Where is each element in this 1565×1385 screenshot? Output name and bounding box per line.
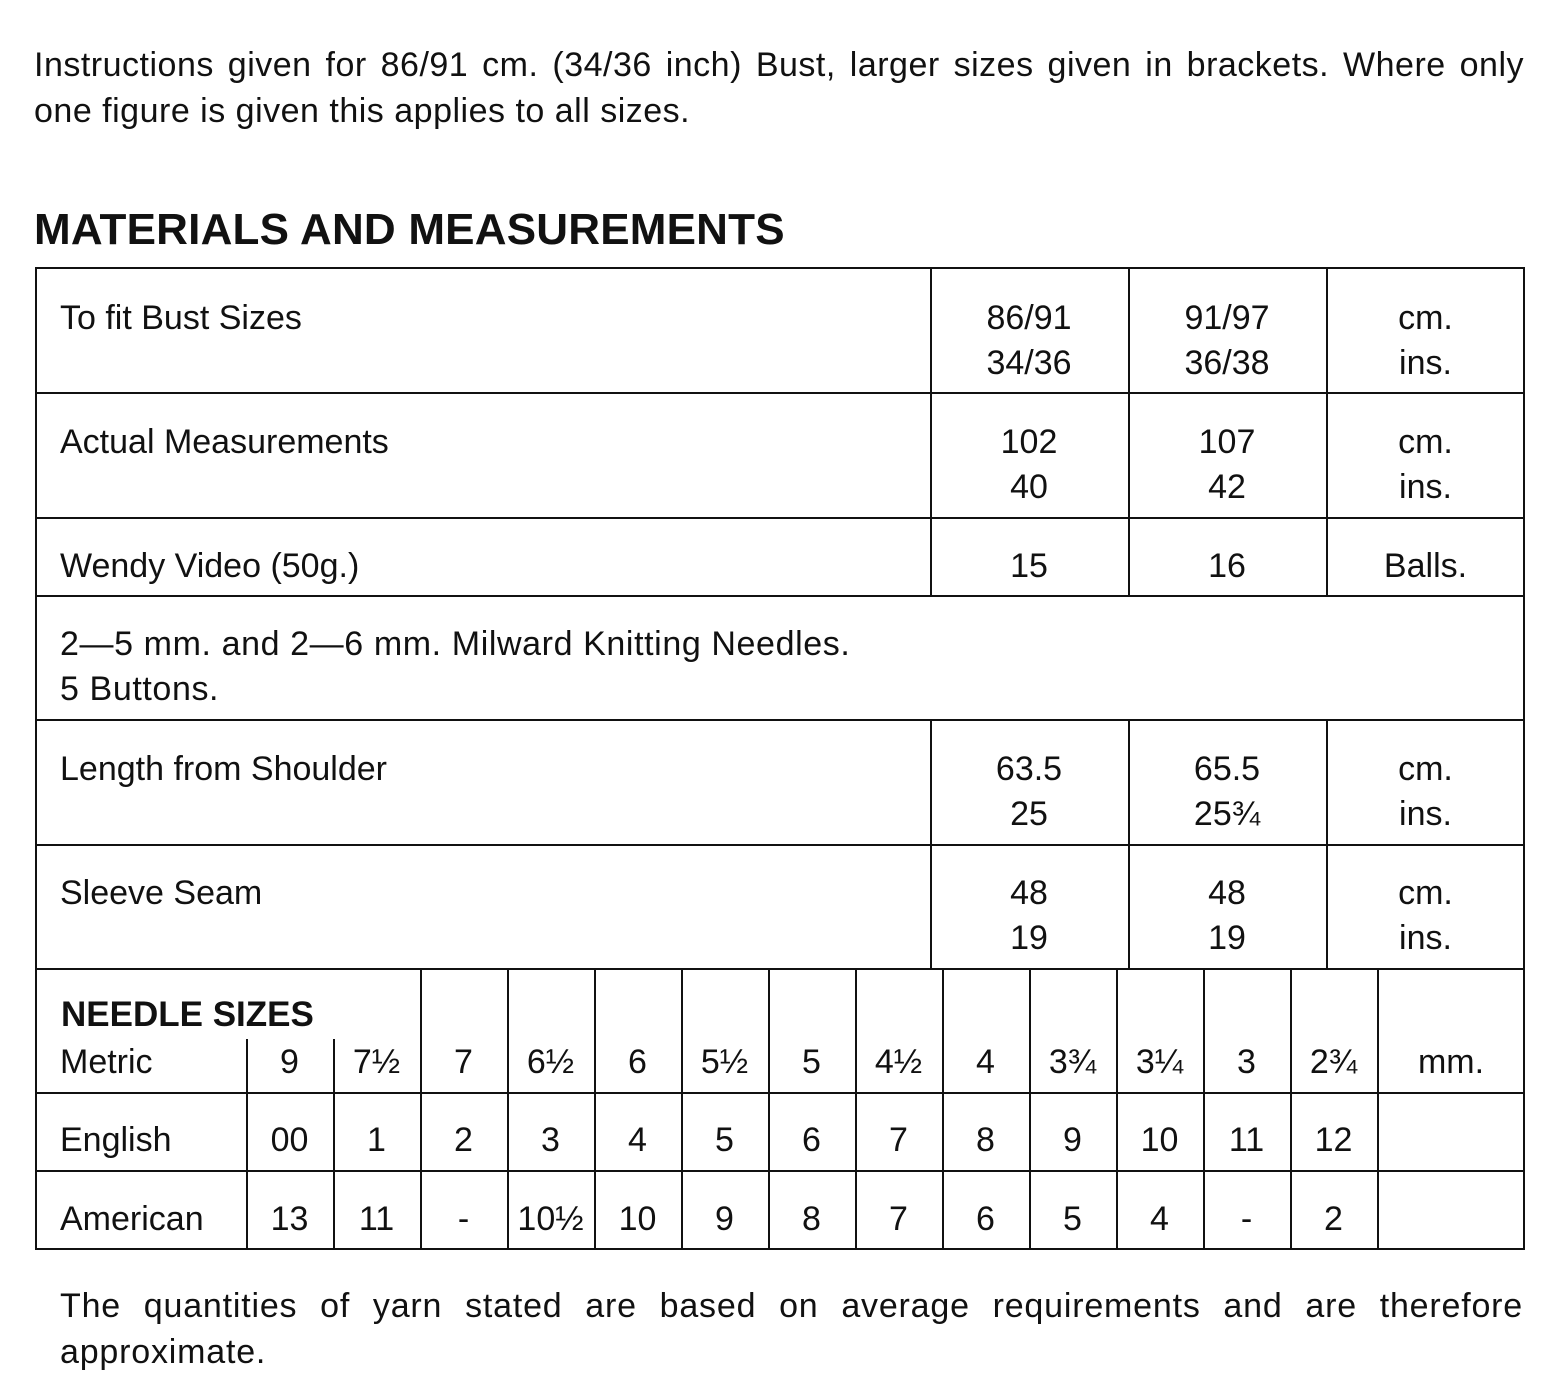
size2-value: 65.5 25¾ <box>1193 750 1261 833</box>
size2-value: 48 19 <box>1208 874 1246 957</box>
row-divider <box>37 968 1525 970</box>
metric-size-cell: 4½ <box>874 1043 923 1081</box>
row-divider <box>37 1170 1525 1172</box>
american-size-cell: 2 <box>1324 1200 1343 1238</box>
needle-sizes-title: NEEDLE SIZES <box>61 995 314 1034</box>
english-size-cell: 11 <box>1228 1121 1265 1159</box>
unit-value: Balls. <box>1383 547 1468 585</box>
english-label: English <box>60 1121 172 1159</box>
metric-size-cell: 6½ <box>526 1043 575 1081</box>
unit-value: cm. ins. <box>1398 750 1453 833</box>
metric-label: Metric <box>60 1043 153 1081</box>
american-size-cell: 11 <box>358 1200 395 1238</box>
metric-size-cell: 2¾ <box>1309 1043 1358 1081</box>
metric-size-cell: 7½ <box>352 1043 401 1081</box>
english-size-cell: 5 <box>715 1121 734 1159</box>
section-heading: MATERIALS AND MEASUREMENTS <box>34 205 785 254</box>
needles-buttons-note: 2—5 mm. and 2—6 mm. Milward Knitting Needles. 5 Buttons. <box>60 625 851 708</box>
metric-unit: mm. <box>1417 1043 1485 1081</box>
metric-size-cell: 3 <box>1237 1043 1256 1081</box>
materials-table <box>35 267 1525 1250</box>
american-size-cell: 13 <box>270 1200 309 1238</box>
american-size-cell: - <box>1240 1200 1253 1238</box>
english-size-cell: 00 <box>270 1121 309 1159</box>
american-label: American <box>60 1200 204 1238</box>
english-size-cell: 8 <box>976 1121 995 1159</box>
unit-value: cm. ins. <box>1398 874 1453 957</box>
row-label: Sleeve Seam <box>60 874 263 912</box>
metric-size-cell: 5½ <box>700 1043 749 1081</box>
row-label: Wendy Video (50g.) <box>60 547 360 585</box>
row-label: To fit Bust Sizes <box>60 299 302 337</box>
american-size-cell: 8 <box>802 1200 821 1238</box>
english-size-cell: 7 <box>889 1121 908 1159</box>
metric-size-cell: 5 <box>802 1043 821 1081</box>
size2-value: 91/97 36/38 <box>1184 299 1270 382</box>
row-divider <box>37 1092 1525 1094</box>
intro-text: Instructions given for 86/91 cm. (34/36 inch) Bust, larger sizes given in brackets. Where only one figure is given this applies to all sizes. <box>34 46 1524 130</box>
english-size-cell: 2 <box>454 1121 473 1159</box>
row-label: Actual Measurements <box>60 423 389 461</box>
metric-size-cell: 4 <box>976 1043 995 1081</box>
row-divider <box>37 595 1525 597</box>
american-size-cell: 7 <box>889 1200 908 1238</box>
size1-value: 48 19 <box>1010 874 1048 957</box>
american-size-cell: 10½ <box>517 1200 584 1238</box>
english-size-cell: 6 <box>802 1121 821 1159</box>
american-size-cell: - <box>457 1200 470 1238</box>
american-size-cell: 4 <box>1150 1200 1169 1238</box>
size2-value: 16 <box>1208 547 1246 585</box>
american-size-cell: 9 <box>715 1200 734 1238</box>
metric-size-cell: 9 <box>280 1043 299 1081</box>
needle-col-divider <box>1377 968 1379 1250</box>
unit-value: cm. ins. <box>1398 299 1453 382</box>
metric-size-cell: 3¼ <box>1135 1043 1184 1081</box>
metric-size-cell: 7 <box>454 1043 473 1081</box>
english-size-cell: 12 <box>1314 1121 1353 1159</box>
english-size-cell: 9 <box>1063 1121 1082 1159</box>
row-divider <box>37 719 1525 721</box>
american-size-cell: 6 <box>976 1200 995 1238</box>
row-divider <box>37 392 1525 394</box>
size1-value: 63.5 25 <box>995 750 1063 833</box>
american-size-cell: 5 <box>1063 1200 1082 1238</box>
english-size-cell: 3 <box>541 1121 560 1159</box>
english-size-cell: 1 <box>367 1121 386 1159</box>
unit-value: cm. ins. <box>1398 423 1453 506</box>
size2-value: 107 42 <box>1198 423 1256 506</box>
american-size-cell: 10 <box>618 1200 657 1238</box>
english-size-cell: 10 <box>1140 1121 1179 1159</box>
metric-size-cell: 3¾ <box>1048 1043 1097 1081</box>
size1-value: 86/91 34/36 <box>986 299 1072 382</box>
footer-note: The quantities of yarn stated are based on average requirements and are therefore approximate. <box>60 1287 1523 1371</box>
english-size-cell: 4 <box>628 1121 647 1159</box>
row-label: Length from Shoulder <box>60 750 387 788</box>
row-divider <box>37 844 1525 846</box>
metric-size-cell: 6 <box>628 1043 647 1081</box>
size1-value: 102 40 <box>1000 423 1058 506</box>
row-divider <box>37 517 1525 519</box>
size1-value: 15 <box>1010 547 1048 585</box>
